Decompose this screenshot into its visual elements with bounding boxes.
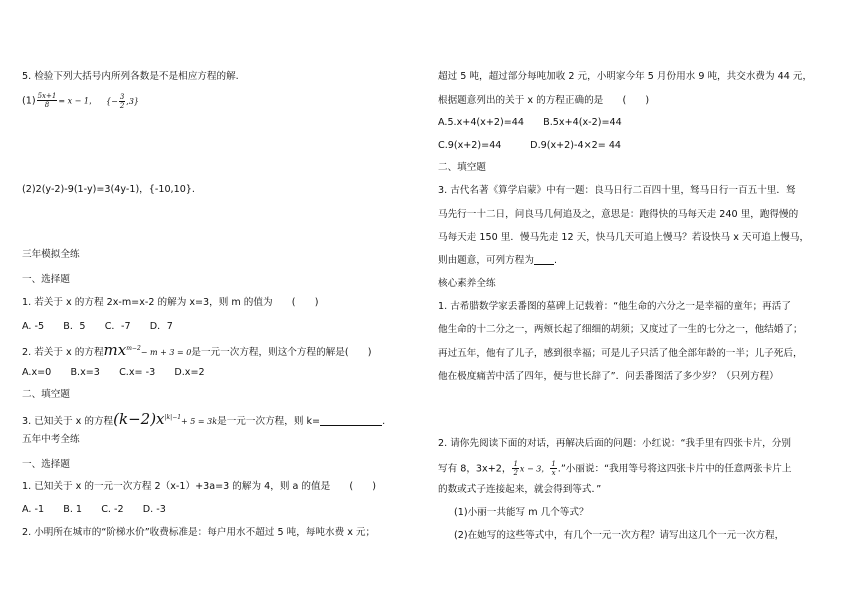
horse-problem-line-3: 马每天走 150 里．慢马先走 12 天，快马几天可追上慢马？若设快马 x 天可追上慢马， bbox=[438, 232, 810, 243]
section-heading-core: 核心素养全练 bbox=[438, 278, 496, 289]
water-price-options-cd: C.9(x+2)=44 D.9(x+2)-4×2= 44 bbox=[438, 140, 622, 151]
question-5-part-1: (1) $\frac{5x+1}{8}$ = x − 1， {− $\frac{3}{2}$ ,3} bbox=[22, 92, 140, 110]
fraction-5x1-over-8: $\frac{5x+1}{8}$ bbox=[37, 92, 57, 109]
fraction-1-over-x: $\frac{1}{x}$ bbox=[551, 460, 556, 477]
answer-blank bbox=[320, 415, 382, 426]
section-choice-1: 一、选择题 bbox=[22, 274, 70, 285]
section-heading-three-year: 三年模拟全练 bbox=[22, 249, 80, 260]
water-price-options-ab: A.5.x+4(x+2)=44 B.5x+4(x-2)=44 bbox=[438, 117, 622, 128]
question-3: 3. 已知关于 x 的方程$(k-2)x^{|k|-1}+ 5 = 3k$是一元一次方程，则 k= . bbox=[22, 410, 386, 428]
water-price-line-2: 根据题意列出的关于 x 的方程正确的是 ( ) bbox=[438, 95, 650, 106]
fraction-3-over-2: $\frac{3}{2}$ bbox=[119, 93, 125, 110]
section-heading-five-year: 五年中考全练 bbox=[22, 434, 80, 445]
section-fill-1: 二、填空题 bbox=[22, 389, 70, 400]
water-price-line-1: 超过 5 吨，超过部分每吨加收 2 元，小明家今年 5 月份用水 9 吨，共交水费为 44 元， bbox=[438, 71, 813, 82]
answer-blank bbox=[534, 254, 554, 265]
question-2: 2. 若关于 x 的方程$mx^{m-2}- m + 3 = 0$是一元一次方程，则这个方程的解是( ) bbox=[22, 341, 372, 359]
question-4-options: A. -1 B. 1 C. -2 D. -3 bbox=[22, 504, 166, 515]
question-5-part-2: (2)2(y-2)-9(1-y)=3(4y-1)，{-10,10}. bbox=[22, 184, 195, 195]
question-6: 2. 小明所在城市的“阶梯水价”收费标准是：每户用水不超过 5 吨，每吨水费 x 元； bbox=[22, 527, 376, 538]
cards-problem-line-2: 写有 8，3x+2， $\frac{1}{2}$ x − 3， $\frac{1}{x}$ .”小丽说：“我用等号将这四张卡片中的任意两张卡片上 bbox=[438, 460, 792, 477]
diophantus-line-2: 他生命的十二分之一，两颊长起了细细的胡须；又度过了一生的七分之一，他结婚了； bbox=[438, 324, 803, 335]
horse-problem-line-2: 马先行一十二日，问良马几何追及之，意思是：跑得快的马每天走 240 里，跑得慢的 bbox=[438, 209, 799, 220]
section-choice-2: 一、选择题 bbox=[22, 459, 70, 470]
horse-problem-line-1: 3. 古代名著《算学启蒙》中有一题：良马日行二百四十里，驽马日行一百五十里．驽 bbox=[438, 185, 796, 196]
cards-problem-line-1: 2. 请你先阅读下面的对话，再解决后面的问题：小红说：“我手里有四张卡片，分别 bbox=[438, 438, 791, 449]
question-4: 1. 已知关于 x 的一元一次方程 2（x-1）+3a=3 的解为 4，则 a 的值是 ( ) bbox=[22, 481, 377, 492]
question-2-options: A.x=0 B.x=3 C.x= -3 D.x=2 bbox=[22, 367, 205, 378]
cards-problem-line-3: 的数或式子连接起来，就会得到等式．” bbox=[438, 484, 602, 495]
cards-subquestion-1: (1)小丽一共能写 m 几个等式？ bbox=[454, 507, 589, 518]
diophantus-line-3: 再过五年，他有了儿子，感到很幸福；可是儿子只活了他全部年龄的一半；儿子死后， bbox=[438, 348, 803, 359]
question-1: 1. 若关于 x 的方程 2x-m=x-2 的解为 x=3，则 m 的值为 ( ) bbox=[22, 297, 319, 308]
diophantus-line-4: 他在极度痛苦中活了四年，便与世长辞了”．问丢番图活了多少岁？（只列方程） bbox=[438, 371, 779, 382]
diophantus-line-1: 1. 古希腊数学家丢番图的墓碑上记载着：“他生命的六分之一是幸福的童年；再活了 bbox=[438, 301, 791, 312]
question-1-options: A. -5 B．5 C．-7 D．7 bbox=[22, 321, 173, 332]
cards-subquestion-2: (2)在她写的这些等式中，有几个一元一次方程？请写出这几个一元一次方程， bbox=[454, 530, 785, 541]
section-fill: 二、填空题 bbox=[438, 162, 486, 173]
fraction-1-over-2: $\frac{1}{2}$ bbox=[513, 460, 518, 477]
horse-problem-line-4: 则由题意，可列方程为 . bbox=[438, 255, 557, 266]
question-5-title: 5. 检验下列大括号内所列各数是不是相应方程的解. bbox=[22, 71, 239, 82]
